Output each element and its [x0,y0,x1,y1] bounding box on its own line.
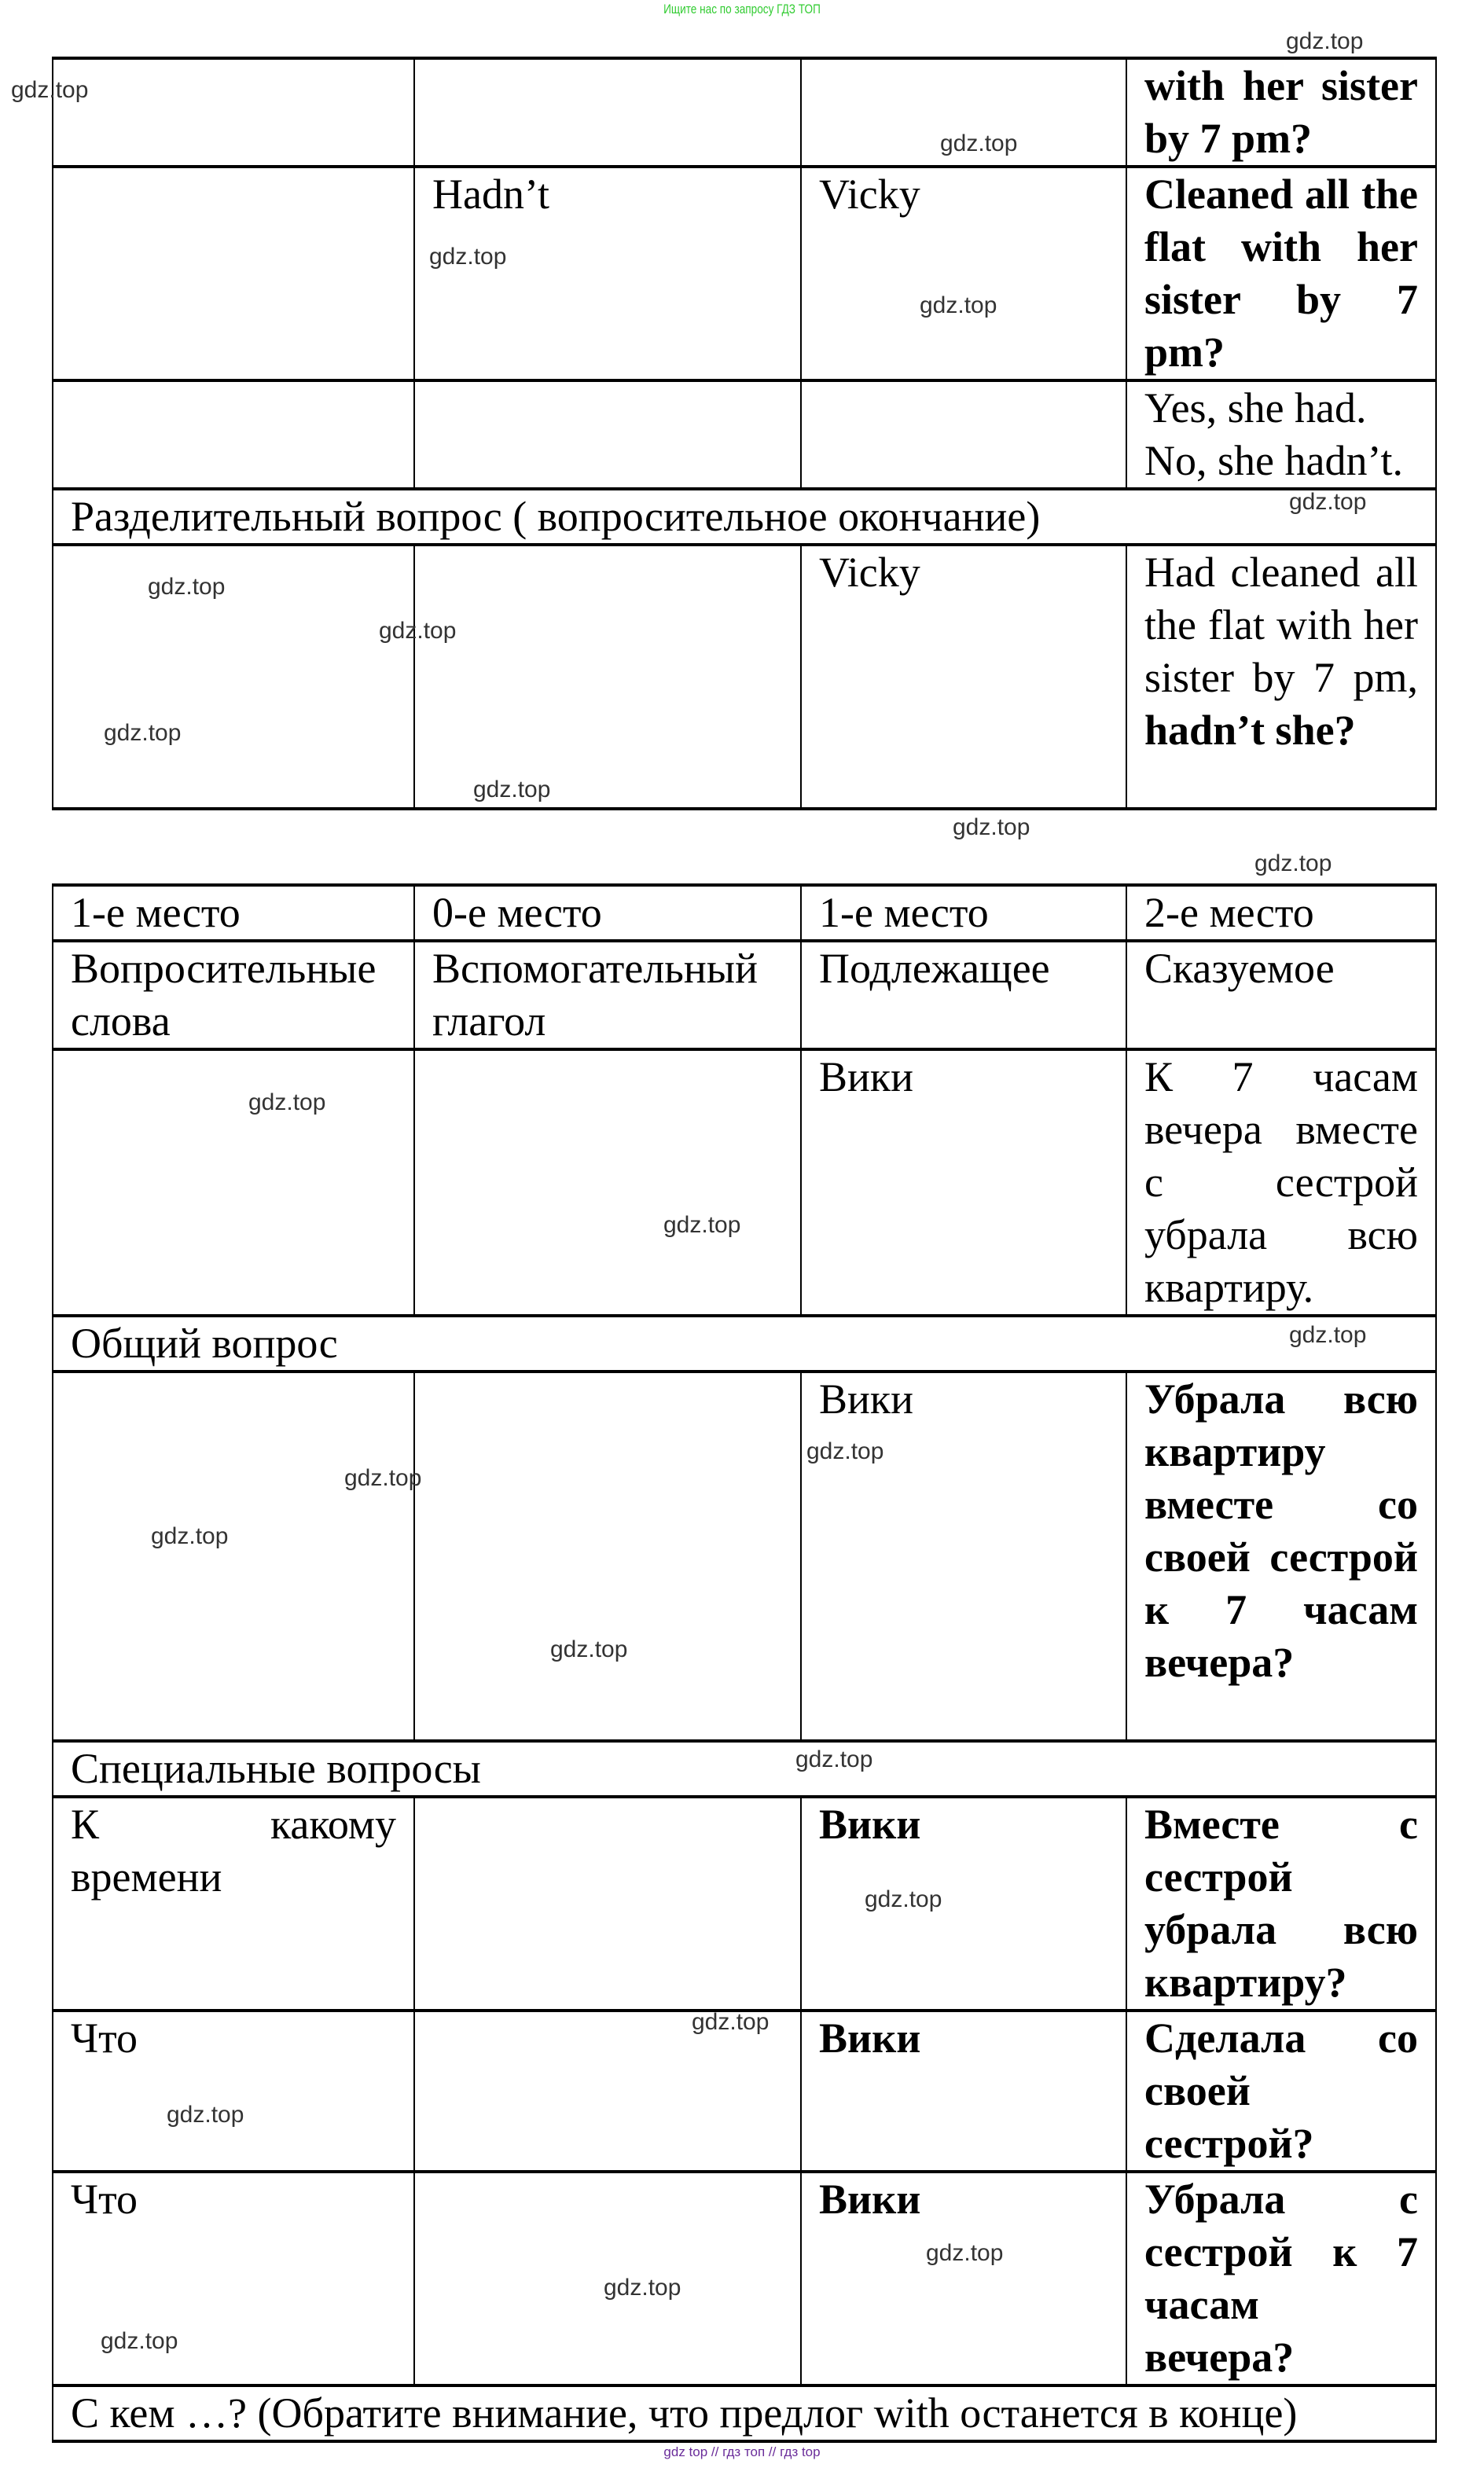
header-row [53,941,1436,1049]
watermark-text: gdz.top [248,1089,326,1115]
watermark-text: gdz.top [865,1886,942,1912]
short-answers-cell [1126,380,1436,489]
table-cell [53,380,414,489]
watermark-text: gdz.top [692,2009,770,2035]
watermark-text: gdz.top [940,130,1018,156]
watermark-text: gdz.top [167,2102,244,2128]
predicate-cell: with her sister by 7 pm? [1126,58,1436,167]
table-cell [53,1372,414,1741]
predicate-cell: Убрала с сестрой к 7 часам вечера? [1126,2172,1436,2385]
section-row [53,1316,1436,1372]
subject-cell: Вики [801,1372,1126,1741]
table-cell [53,545,414,809]
subject-cell: Vicky [801,545,1126,809]
predicate-cell: Вместе с сестрой убрала всю квартиру? [1126,1797,1436,2011]
subject-cell: Вики [801,1797,1126,2011]
section-heading: Общий вопрос [53,1316,1436,1372]
short-answer-yes: Yes, she had. [1144,384,1367,432]
watermark-text: gdz.top [604,2275,681,2301]
table-row [53,1372,1436,1741]
column-header: 0-е место [414,885,801,941]
column-header: 1-е место [53,885,414,941]
subject-cell: Вики [801,2011,1126,2172]
watermark-text: gdz.top [344,1465,422,1491]
header-row [53,885,1436,941]
watermark-text: gdz.top [429,244,507,270]
watermark-text: gdz.top [104,720,182,746]
table-cell [414,58,801,167]
tag-part: hadn’t she? [1144,707,1356,754]
watermark-text: gdz.top [148,574,226,600]
table-row [53,380,1436,489]
table-cell [414,380,801,489]
table-cell [53,1049,414,1316]
section-heading: Специальные вопросы [53,1741,1436,1797]
column-header: Вопросительные слова [53,941,414,1049]
column-header: 1-е место [801,885,1126,941]
watermark-text: gdz.top [1289,489,1367,515]
table-cell [53,167,414,380]
watermark-text: gdz.top [795,1746,873,1772]
subject-cell: Vicky [801,167,1126,380]
column-header: Сказуемое [1126,941,1436,1049]
table-cell [414,545,801,809]
watermark-text: gdz.top [926,2240,1004,2266]
subject-cell: Вики [801,1049,1126,1316]
watermark-text: gdz.top [11,77,89,103]
watermark-text: gdz.top [101,2328,178,2354]
table-row [53,1797,1436,2011]
watermark-text: gdz.top [379,618,457,644]
question-word-cell: К какому времени [53,1797,414,2011]
section-row [53,489,1436,545]
grammar-table-russian [52,883,1437,2443]
section-row [53,1741,1436,1797]
predicate-cell: Сделала со своей сестрой? [1126,2011,1436,2172]
predicate-cell [1126,545,1436,809]
watermark-text: gdz.top [1289,1322,1367,1348]
watermark-text: gdz.top [151,1523,229,1549]
watermark-text: gdz.top [1254,850,1332,876]
column-header: Подлежащее [801,941,1126,1049]
watermark-text: gdz.top [920,292,997,318]
watermark-text: gdz.top [806,1438,884,1464]
table-row [53,58,1436,167]
footer-links[interactable]: gdz top // гдз топ // гдз top [663,2444,821,2459]
grammar-table-english [52,57,1437,810]
table-cell [801,380,1126,489]
watermark-text: gdz.top [473,777,551,802]
watermark-text: gdz.top [1286,28,1364,54]
question-word-cell: Что [53,2172,414,2385]
watermark-text: gdz.top [953,814,1030,840]
table-row [53,167,1436,380]
top-banner[interactable]: Ищите нас по запросу ГДЗ ТОП [663,2,821,17]
watermark-text: gdz.top [550,1636,628,1662]
watermark-text: gdz.top [663,1212,741,1238]
section-heading: Разделительный вопрос ( вопросительное окончание) [53,489,1436,545]
section-row [53,2385,1436,2441]
predicate-cell: Убрала всю квартиру вместе со своей сестрой к 7 часам вечера? [1126,1372,1436,1741]
table-cell [53,58,414,167]
question-word-cell: Что [53,2011,414,2172]
predicate-cell: К 7 часам вечера вместе с сестрой убрала всю квартиру. [1126,1049,1436,1316]
section-heading: С кем …? (Обратите внимание, что предлог with останется в конце) [53,2385,1436,2441]
auxiliary-cell: Hadn’t [414,167,801,380]
column-header: Вспомогательный глагол [414,941,801,1049]
table-row [53,2172,1436,2385]
predicate-cell: Cleaned all the flat with her sister by 7 pm? [1126,167,1436,380]
short-answer-no: No, she hadn’t. [1144,437,1403,484]
subject-cell: Вики [801,2172,1126,2385]
column-header: 2-е место [1126,885,1436,941]
table-cell [414,1049,801,1316]
table-cell [414,1797,801,2011]
table-row [53,545,1436,809]
statement-part: Had cleaned all the flat with her sister by 7 pm, [1144,549,1418,701]
table-cell [414,1372,801,1741]
